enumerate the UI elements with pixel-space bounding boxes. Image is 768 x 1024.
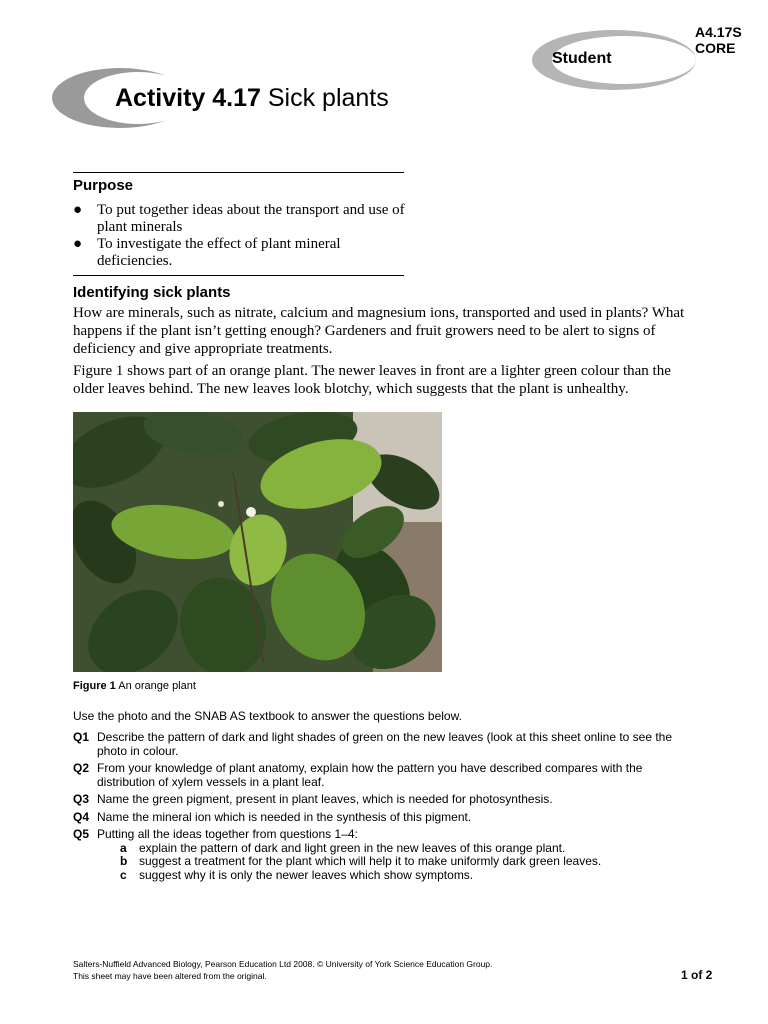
subquestion-letter: c xyxy=(120,867,127,882)
purpose-item-text: To put together ideas about the transport and use of plant minerals xyxy=(97,202,405,235)
question-number: Q3 xyxy=(73,792,90,806)
bullet-icon: ● xyxy=(73,202,83,218)
question-item xyxy=(73,762,703,789)
page-number: 1 of 2 xyxy=(681,968,713,982)
subquestion-item xyxy=(73,855,703,869)
question-text: Describe the pattern of dark and light shades of green on the new leaves (look at this sheet online to see the photo in colour. xyxy=(97,730,673,758)
subquestion-item xyxy=(73,869,703,883)
question-number: Q5 xyxy=(73,827,90,841)
page-title-activity: Activity 4.17 xyxy=(115,84,261,112)
questions-intro: Use the photo and the SNAB AS textbook to answer the questions below. xyxy=(73,709,462,723)
subquestion-text: explain the pattern of dark and light green in the new leaves of this orange plant. xyxy=(139,840,566,855)
footer-credits xyxy=(73,958,492,982)
question-item xyxy=(73,811,703,825)
question-item xyxy=(73,793,703,807)
subquestion-text: suggest a treatment for the plant which will help it to make uniformly dark green leaves. xyxy=(139,854,602,868)
page-title-name: Sick plants xyxy=(260,84,389,112)
intro-paragraph: How are minerals, such as nitrate, calcium and magnesium ions, transported and used in plants? What happens if the plant isn’t getting enough? Gardeners and fruit growers need to be alert to signs of deficiency and give appropriate treatments. xyxy=(73,305,685,357)
footer-notice: This sheet may have been altered from the original. xyxy=(73,971,267,981)
subquestion-text: suggest why it is only the newer leaves which show symptoms. xyxy=(139,867,474,882)
subquestion-item xyxy=(73,842,703,856)
footer-copyright: Salters-Nuffield Advanced Biology, Pearson Education Ltd 2008. © University of York Science Education Group. xyxy=(73,959,493,969)
page-title xyxy=(115,84,389,113)
figure-caption-text: An orange plant xyxy=(115,680,196,692)
question-number: Q1 xyxy=(73,730,90,744)
purpose-item-text: To investigate the effect of plant mineral deficiencies. xyxy=(97,236,341,269)
purpose-item xyxy=(73,236,408,270)
question-number: Q4 xyxy=(73,809,90,824)
question-text: Putting all the ideas together from questions 1–4: xyxy=(97,827,358,841)
figure-description-paragraph: Figure 1 shows part of an orange plant. The newer leaves in front are a lighter green colour than the older leaves behind. The new leaves look blotchy, which suggests that the plant is unhealthy. xyxy=(73,363,671,397)
bullet-icon: ● xyxy=(73,236,83,252)
question-text: From your knowledge of plant anatomy, explain how the pattern you have described compares with the distribution of xylem vessels in a plant leaf. xyxy=(97,761,643,789)
question-item xyxy=(73,731,703,758)
sheet-code xyxy=(695,24,742,56)
sheet-code-number: A4.17S xyxy=(695,24,742,40)
figure-caption xyxy=(73,680,196,692)
purpose-item xyxy=(73,202,408,236)
question-number: Q2 xyxy=(73,761,90,775)
question-text: Name the green pigment, present in plant leaves, which is needed for photosynthesis. xyxy=(97,792,553,806)
question-item xyxy=(73,828,703,842)
orange-plant-photo xyxy=(73,412,442,672)
question-text: Name the mineral ion which is needed in the synthesis of this pigment. xyxy=(97,809,472,824)
figure-label: Figure 1 xyxy=(73,680,116,692)
section-heading: Identifying sick plants xyxy=(73,284,231,301)
purpose-bottom-rule xyxy=(73,275,404,276)
purpose-top-rule xyxy=(73,172,404,173)
subquestion-letter: a xyxy=(120,840,127,855)
student-badge: Student xyxy=(552,50,612,67)
purpose-heading: Purpose xyxy=(73,177,134,194)
question-list xyxy=(73,731,703,882)
purpose-list xyxy=(73,202,408,270)
subquestion-letter: b xyxy=(120,854,128,868)
sheet-code-level: CORE xyxy=(695,40,736,56)
